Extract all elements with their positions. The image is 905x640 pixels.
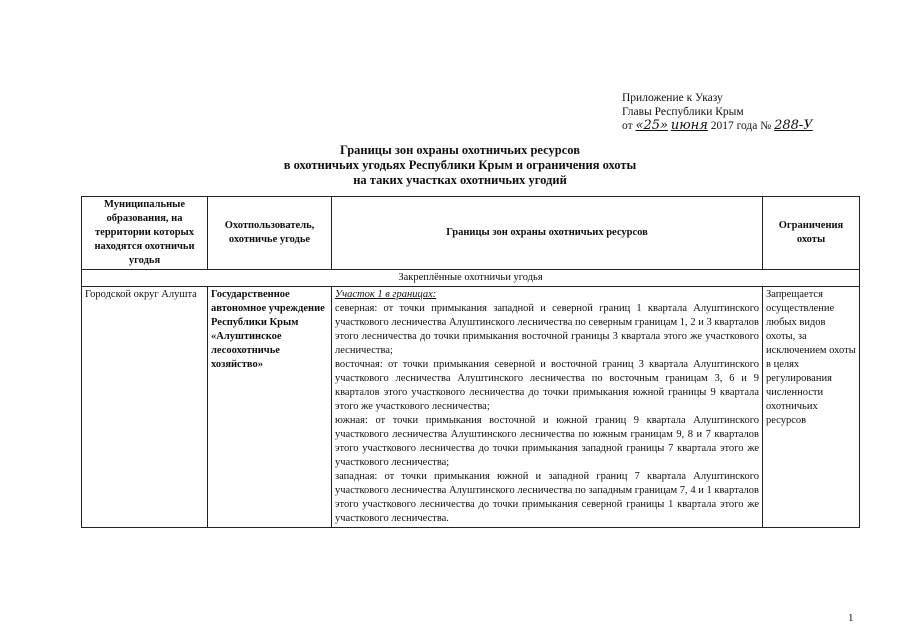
section-row xyxy=(82,270,860,287)
boundary-north: северная: от точки примыкания западной и северной границ 1 квартала Алуштинского участкового лесничества Алуштинского лесничества по северным границам 1, 2 и 3 кварталов этого лесничества до точки примыкания восточной границы 3 квартала этого же участкового лесничества; xyxy=(335,303,759,356)
cell-boundaries xyxy=(332,287,763,528)
date-day: «25» xyxy=(635,118,668,133)
date-year: 2017 года № xyxy=(710,120,772,132)
boundary-south: южная: от точки примыкания восточной и южной границ 9 квартала Алуштинского участкового лесничества Алуштинского лесничества по южным границам 9, 8 и 7 кварталов этого участкового лесничества до точки примыкания западной границы 7 квартала этого же участкового лесничества; xyxy=(335,415,759,468)
appendix-line-2: Главы Республики Крым xyxy=(622,106,744,118)
page-number: 1 xyxy=(848,612,854,624)
header-boundaries: Границы зон охраны охотничьих ресурсов xyxy=(332,197,763,270)
boundary-west: западная: от точки примыкания южной и западной границ 7 квартала Алуштинского участкового лесничества Алуштинского лесничества по западным границам 7, 4 и 1 кварталов этого участкового лесничества до точки примыкания северной границы 1 квартала этого же участкового лесничества. xyxy=(335,471,759,524)
section-title: Закреплённые охотничьи угодья xyxy=(82,270,860,287)
title-line-2: в охотничьих угодьях Республики Крым и ограничения охоты xyxy=(283,158,637,172)
date-month: июня xyxy=(670,118,708,133)
header-municipality: Муниципальные образования, на территории которых находятся охотничьи угодья xyxy=(82,197,208,270)
cell-restriction: Запрещается осуществление любых видов охоты, за исключением охоты в целях регулирования численности охотничьих ресурсов xyxy=(763,287,860,528)
boundary-east: восточная: от точки примыкания северной и восточной границ 3 квартала Алуштинского участкового лесничества Алуштинского лесничества по восточным границам 3, 6 и 9 кварталов этого участкового лесничества до точки примыкания южной границы 9 квартала этого же участкового лесничества; xyxy=(335,359,759,412)
date-prefix: от xyxy=(622,120,633,132)
appendix-block xyxy=(622,91,813,133)
zones-table xyxy=(81,196,860,528)
table-header-row xyxy=(82,197,860,270)
plot-heading: Участок 1 в границах: xyxy=(335,289,437,300)
header-restrictions: Ограничения охоты xyxy=(763,197,860,270)
cell-user: Государственное автономное учреждение Республики Крым «Алуштинское лесоохотничье хозяйство» xyxy=(208,287,332,528)
header-user: Охотпользователь, охотничье угодье xyxy=(208,197,332,270)
document-title xyxy=(240,143,680,188)
appendix-date-line xyxy=(622,119,813,133)
decree-number: 288-У xyxy=(774,118,813,133)
title-line-1: Границы зон охраны охотничьих ресурсов xyxy=(340,143,580,157)
appendix-line-1: Приложение к Указу xyxy=(622,92,723,104)
cell-municipality: Городской округ Алушта xyxy=(82,287,208,528)
table-row xyxy=(82,287,860,528)
title-line-3: на таких участках охотничьих угодий xyxy=(353,173,567,187)
